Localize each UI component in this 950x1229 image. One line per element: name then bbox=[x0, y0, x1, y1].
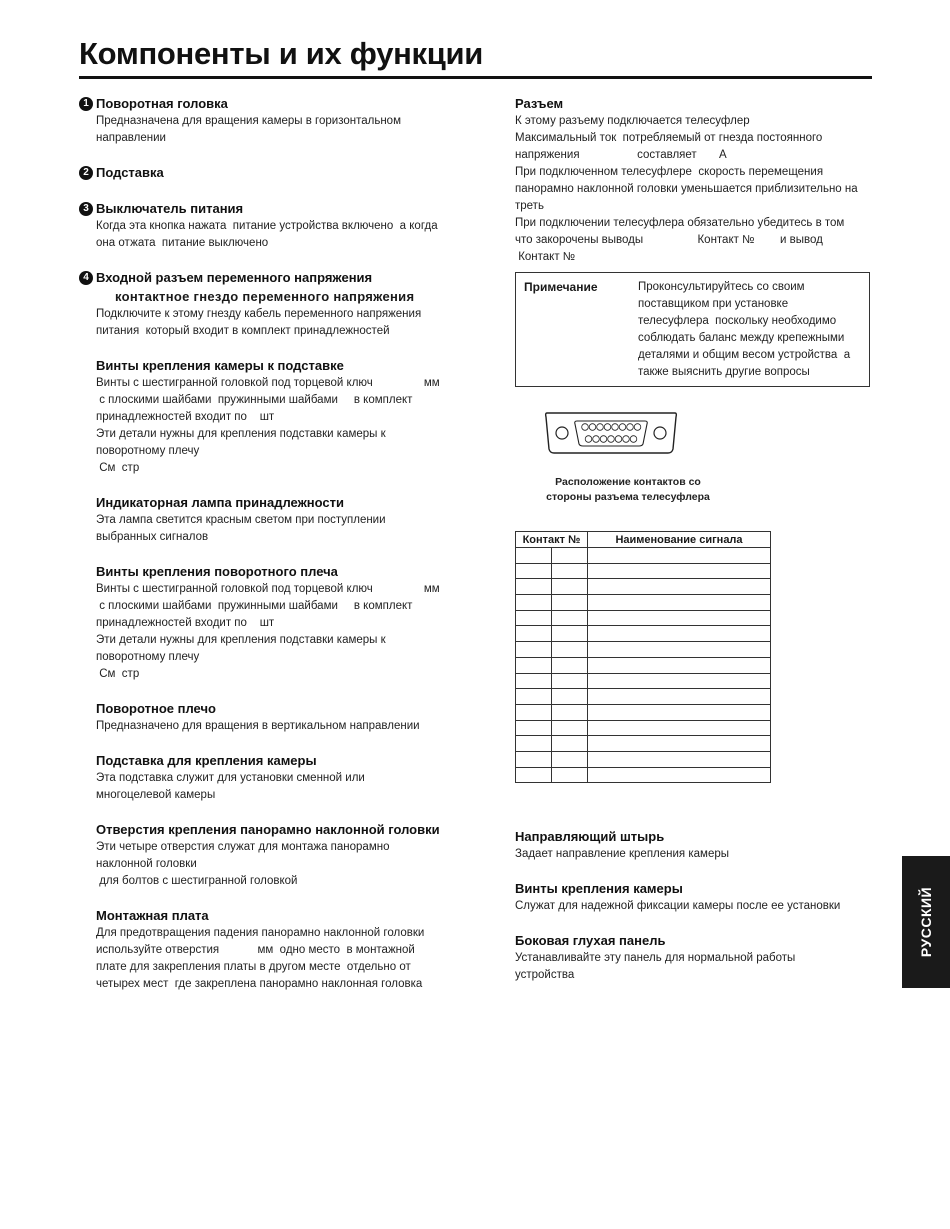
signal-cell bbox=[588, 751, 771, 767]
section-tally-lamp bbox=[79, 493, 464, 546]
pin-cell bbox=[552, 579, 588, 595]
number-3-icon: 3 bbox=[79, 202, 93, 216]
table-row bbox=[516, 610, 771, 626]
pin-cell bbox=[552, 657, 588, 673]
section-camera-fix-screws bbox=[515, 879, 872, 915]
pin-cell bbox=[516, 751, 552, 767]
section-body bbox=[79, 218, 464, 252]
page-title: Компоненты и их функции bbox=[79, 36, 484, 71]
signal-cell bbox=[588, 610, 771, 626]
table-row bbox=[516, 548, 771, 564]
note-label: Примечание bbox=[524, 280, 598, 294]
table-row bbox=[516, 704, 771, 720]
section-title: Поворотное плечо bbox=[96, 701, 216, 716]
body-line: Эта лампа светится красным светом при поступлении bbox=[96, 514, 386, 526]
section-title bbox=[79, 268, 464, 287]
body-line: См стр bbox=[96, 668, 140, 680]
pin-cell bbox=[552, 736, 588, 752]
pin-cell bbox=[516, 642, 552, 658]
table-row bbox=[516, 720, 771, 736]
body-line: Эта подставка служит для установки сменной или bbox=[96, 772, 365, 784]
body-line: К этому разъему подключается телесуфлер bbox=[515, 115, 750, 127]
signal-cell bbox=[588, 548, 771, 564]
section-guide-pin bbox=[515, 827, 872, 863]
signal-cell bbox=[588, 704, 771, 720]
body-line: Эти детали нужны для крепления подставки камеры к bbox=[96, 634, 386, 646]
section-camera-screws bbox=[79, 356, 464, 477]
body-line: принадлежностей входит по шт bbox=[96, 617, 275, 629]
body-line: она отжата питание выключено bbox=[96, 237, 269, 249]
body-line: Устанавливайте эту панель для нормальной работы bbox=[515, 952, 796, 965]
table-row bbox=[516, 751, 771, 767]
body-line: с плоскими шайбами пружинными шайбами в комплект bbox=[96, 394, 413, 406]
signal-cell bbox=[588, 736, 771, 752]
section-body bbox=[515, 846, 872, 863]
section-title: Направляющий штырь bbox=[515, 829, 665, 845]
column-header-signal: Наименование сигнала bbox=[588, 532, 771, 548]
table-row bbox=[516, 563, 771, 579]
title-rule bbox=[79, 76, 872, 79]
section-body bbox=[515, 113, 872, 266]
pin-cell bbox=[552, 642, 588, 658]
note-line: Проконсультируйтесь со своим bbox=[638, 281, 805, 293]
body-line: Эти детали нужны для крепления подставки камеры к bbox=[96, 428, 386, 440]
body-line: Когда эта кнопка нажата питание устройства включено а когда bbox=[96, 220, 438, 232]
body-line: Эти четыре отверстия служат для монтажа панорамно bbox=[96, 841, 390, 853]
connector-diagram bbox=[515, 409, 872, 465]
pin-cell bbox=[516, 579, 552, 595]
number-4-icon: 4 bbox=[79, 271, 93, 285]
body-line: с плоскими шайбами пружинными шайбами в комплект bbox=[96, 600, 413, 612]
body-line: что закорочены выводы Контакт № и вывод bbox=[515, 234, 823, 246]
section-title: Подставка для крепления камеры bbox=[96, 753, 317, 768]
d-sub-connector-icon bbox=[543, 409, 679, 457]
pin-cell bbox=[552, 548, 588, 564]
section-pan-head bbox=[79, 94, 464, 147]
section-mounting-plate bbox=[79, 906, 464, 993]
section-title bbox=[79, 163, 464, 182]
section-title: Отверстия крепления панорамно наклонной головки bbox=[96, 822, 440, 837]
body-line: поворотному плечу bbox=[96, 445, 200, 457]
section-stand bbox=[79, 163, 464, 182]
body-line: Предназначена для вращения камеры в горизонтальном bbox=[96, 115, 401, 127]
body-line: четырех мест где закреплена панорамно наклонная головка bbox=[96, 978, 423, 990]
body-line: Задает направление крепления камеры bbox=[515, 848, 730, 861]
section-body bbox=[515, 898, 872, 915]
body-line: треть bbox=[515, 200, 544, 212]
pin-table bbox=[515, 531, 771, 783]
section-title: Винты крепления камеры к подставке bbox=[96, 358, 344, 373]
body-line: При подключении телесуфлера обязательно убедитесь в том bbox=[515, 217, 845, 229]
body-line: питания который входит в комплект принадлежностей bbox=[96, 325, 390, 337]
signal-cell bbox=[588, 689, 771, 705]
pin-cell bbox=[516, 548, 552, 564]
table-row bbox=[516, 626, 771, 642]
section-title bbox=[79, 199, 464, 218]
body-line: Контакт № bbox=[515, 251, 576, 263]
section-body bbox=[79, 718, 464, 735]
note-line: соблюдать баланс между крепежными bbox=[638, 332, 845, 344]
pin-cell bbox=[516, 673, 552, 689]
body-line: используйте отверстия мм одно место в монтажной bbox=[96, 944, 415, 956]
pin-cell bbox=[552, 704, 588, 720]
body-line: направлении bbox=[96, 132, 166, 144]
note-line: телесуфлера поскольку необходимо bbox=[638, 315, 837, 327]
body-line: принадлежностей входит по шт bbox=[96, 411, 275, 423]
section-body bbox=[79, 925, 464, 993]
section-camera-mount bbox=[79, 751, 464, 804]
body-line: напряжения составляет А bbox=[515, 149, 727, 161]
signal-cell bbox=[588, 626, 771, 642]
body-line: При подключенном телесуфлере скорость перемещения bbox=[515, 166, 824, 178]
section-body bbox=[79, 375, 464, 477]
section-title-text: Входной разъем переменного напряжения bbox=[96, 270, 373, 285]
pin-cell bbox=[516, 657, 552, 673]
body-line: Служат для надежной фиксации камеры после ее установки bbox=[515, 900, 841, 913]
table-row bbox=[516, 595, 771, 611]
table-row bbox=[516, 736, 771, 752]
table-body bbox=[516, 548, 771, 783]
body-line: Максимальный ток потребляемый от гнезда постоянного bbox=[515, 132, 823, 144]
body-line: Для предотвращения падения панорамно наклонной головки bbox=[96, 927, 425, 939]
section-tilt-arm bbox=[79, 699, 464, 735]
section-body bbox=[79, 770, 464, 804]
pin-cell bbox=[516, 720, 552, 736]
section-body bbox=[79, 113, 464, 147]
signal-cell bbox=[588, 595, 771, 611]
table-row bbox=[516, 767, 771, 783]
table-row bbox=[516, 579, 771, 595]
table-row bbox=[516, 657, 771, 673]
pin-cell bbox=[516, 563, 552, 579]
section-arm-screws bbox=[79, 562, 464, 683]
body-line: См стр bbox=[96, 462, 140, 474]
pin-cell bbox=[516, 767, 552, 783]
left-column bbox=[79, 94, 464, 1009]
section-ac-input bbox=[79, 268, 464, 340]
table-header-row bbox=[516, 532, 771, 548]
signal-cell bbox=[588, 642, 771, 658]
signal-cell bbox=[588, 579, 771, 595]
pin-cell bbox=[552, 751, 588, 767]
section-subtitle: контактное гнездо переменного напряжения bbox=[115, 289, 415, 304]
section-body bbox=[79, 306, 464, 340]
section-body bbox=[79, 581, 464, 683]
section-connector bbox=[515, 94, 872, 266]
pin-cell bbox=[516, 595, 552, 611]
pin-cell bbox=[516, 736, 552, 752]
section-title: Монтажная плата bbox=[96, 908, 209, 923]
body-line: Винты с шестигранной головкой под торцевой ключ мм bbox=[96, 377, 440, 389]
pin-cell bbox=[516, 626, 552, 642]
table-row bbox=[516, 689, 771, 705]
pin-cell bbox=[516, 689, 552, 705]
table-row bbox=[516, 673, 771, 689]
section-title-text: Поворотная головка bbox=[96, 96, 228, 111]
body-line: поворотному плечу bbox=[96, 651, 200, 663]
language-tab bbox=[902, 856, 950, 988]
pin-cell bbox=[552, 689, 588, 705]
body-line: многоцелевой камеры bbox=[96, 789, 216, 801]
caption-line: Расположение контактов со bbox=[555, 476, 701, 488]
pin-cell bbox=[552, 673, 588, 689]
note-line: деталями и общим весом устройства а bbox=[638, 349, 851, 361]
pin-cell bbox=[552, 626, 588, 642]
table-row bbox=[516, 642, 771, 658]
number-2-icon: 2 bbox=[79, 166, 93, 180]
section-title bbox=[79, 94, 464, 113]
section-body bbox=[79, 839, 464, 890]
language-tab-label: РУССКИЙ bbox=[918, 886, 935, 958]
section-title: Боковая глухая панель bbox=[515, 933, 666, 949]
pin-cell bbox=[516, 704, 552, 720]
body-line: Подключите к этому гнезду кабель переменного напряжения bbox=[96, 308, 422, 320]
section-body bbox=[79, 512, 464, 546]
section-title: Разъем bbox=[515, 96, 564, 111]
column-header-pin: Контакт № bbox=[516, 532, 588, 548]
section-title: Винты крепления поворотного плеча bbox=[96, 564, 338, 579]
pin-cell bbox=[552, 595, 588, 611]
section-title-text: Подставка bbox=[96, 165, 164, 180]
section-title: Индикаторная лампа принадлежности bbox=[96, 495, 345, 510]
note-line: поставщиком при установке bbox=[638, 298, 789, 310]
signal-cell bbox=[588, 720, 771, 736]
body-line: плате для закрепления платы в другом месте отдельно от bbox=[96, 961, 411, 973]
body-line: для болтов с шестигранной головкой bbox=[96, 875, 298, 887]
pin-cell bbox=[552, 767, 588, 783]
body-line: Предназначено для вращения в вертикальном направлении bbox=[96, 720, 420, 732]
body-line: выбранных сигналов bbox=[96, 531, 209, 543]
signal-cell bbox=[588, 767, 771, 783]
pin-cell bbox=[552, 563, 588, 579]
body-line: панорамно наклонной головки уменьшается приблизительно на bbox=[515, 183, 858, 195]
pin-cell bbox=[516, 610, 552, 626]
note-line: также выяснить другие вопросы bbox=[638, 366, 810, 378]
right-column bbox=[515, 94, 872, 1000]
signal-cell bbox=[588, 657, 771, 673]
body-line: наклонной головки bbox=[96, 858, 197, 870]
signal-cell bbox=[588, 673, 771, 689]
section-title: Винты крепления камеры bbox=[515, 881, 683, 897]
signal-cell bbox=[588, 563, 771, 579]
connector-caption bbox=[515, 475, 728, 505]
pin-cell bbox=[552, 610, 588, 626]
section-power-switch bbox=[79, 199, 464, 252]
section-mount-holes bbox=[79, 820, 464, 890]
section-side-panel bbox=[515, 931, 872, 984]
pin-cell bbox=[552, 720, 588, 736]
caption-line: стороны разъема телесуфлера bbox=[546, 491, 710, 503]
body-line: Винты с шестигранной головкой под торцевой ключ мм bbox=[96, 583, 440, 595]
number-1-icon: 1 bbox=[79, 97, 93, 111]
note-text bbox=[638, 279, 850, 381]
section-body bbox=[515, 950, 872, 984]
section-title-text: Выключатель питания bbox=[96, 201, 244, 216]
note-box bbox=[515, 272, 870, 387]
body-line: устройства bbox=[515, 969, 575, 982]
